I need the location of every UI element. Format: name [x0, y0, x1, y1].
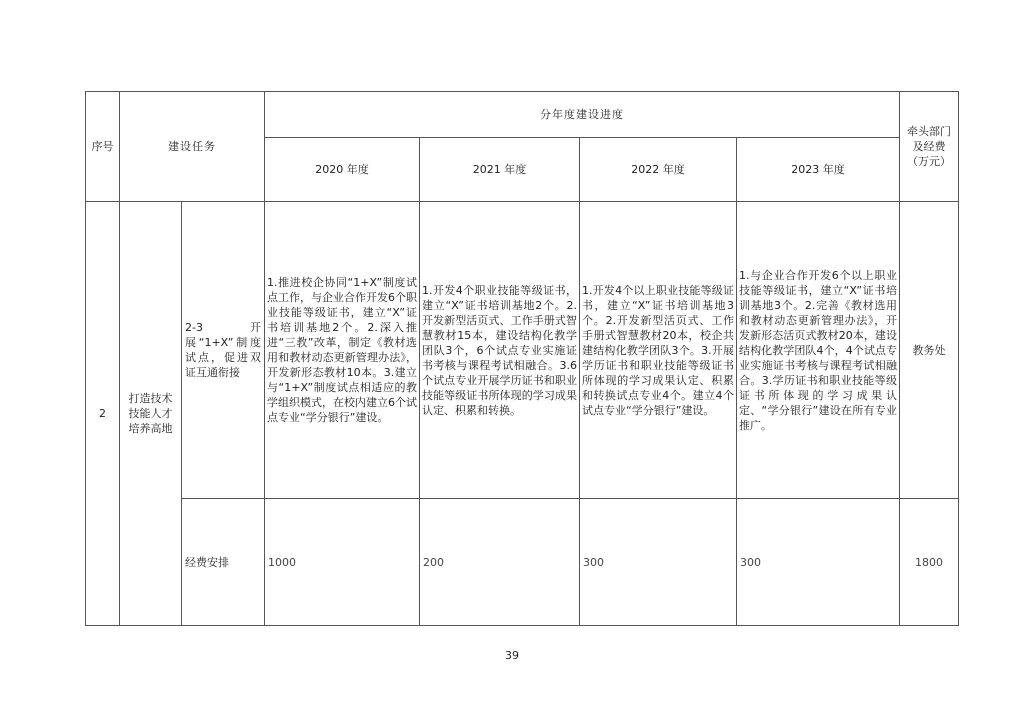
funds-2021: 200	[420, 499, 580, 626]
funds-2022: 300	[580, 499, 737, 626]
header-year-2023: 2023 年度	[737, 138, 900, 202]
header-task: 建设任务	[120, 92, 265, 202]
lead-department: 教务处	[900, 202, 959, 499]
progress-2021: 1.开发4个职业技能等级证书，建立“X”证书培训基地2个。2.开发新型活页式、工作手册式智慧教材15本，建设结构化教学团队3个，6个试点专业实施证书考核与课程考试相融合。3.6个试点专业开展学历证书和职业技能等级证书所体现的学习成果认定、积累和转换。	[420, 202, 580, 499]
funds-2023: 300	[737, 499, 900, 626]
row-subtask: 2-3开展“1+X”制度试点，促进双证互通衔接	[182, 202, 265, 499]
header-lead-dept-funds: 牵头部门及经费（万元）	[900, 92, 959, 202]
row-index: 2	[86, 202, 120, 626]
funds-2020: 1000	[265, 499, 420, 626]
header-index: 序号	[86, 92, 120, 202]
header-year-2022: 2022 年度	[580, 138, 737, 202]
construction-plan-table	[85, 91, 959, 626]
funds-label: 经费安排	[182, 499, 265, 626]
header-yearly-progress: 分年度建设进度	[265, 92, 900, 138]
progress-2020: 1.推进校企协同“1+X”制度试点工作，与企业合作开发6个职业技能等级证书，建立“X”证书培训基地2个。2.深入推进“三教”改革，制定《教材选用和教材动态更新管理办法》，开发新形态教材10本。3.建立与“1+X”制度试点相适应的教学组织模式，在校内建立6个试点专业“学分银行”建设。	[265, 202, 420, 499]
funds-total: 1800	[900, 499, 959, 626]
progress-2023: 1.与企业合作开发6个以上职业技能等级证书，建立“X”证书培训基地3个。2.完善《教材选用和教材动态更新管理办法》，开发新形态活页式教材20本，建设结构化教学团队4个，4个试点专业实施证书考核与课程考试相融合。3.学历证书和职业技能等级证书所体现的学习成果认定、“学分银行”建设在所有专业推广。	[737, 202, 900, 499]
progress-2022: 1.开发4个以上职业技能等级证书，建立“X”证书培训基地3个。2.开发新型活页式、工作手册式智慧教材20本，校企共建结构化教学团队3个。3.开展学历证书和职业技能等级证书所体现的学习成果认定、积累和转换试点专业4个。建立4个试点专业“学分银行”建设。	[580, 202, 737, 499]
row-category: 打造技术技能人才培养高地	[120, 202, 182, 626]
page-number: 39	[505, 649, 519, 662]
header-year-2020: 2020 年度	[265, 138, 420, 202]
header-year-2021: 2021 年度	[420, 138, 580, 202]
